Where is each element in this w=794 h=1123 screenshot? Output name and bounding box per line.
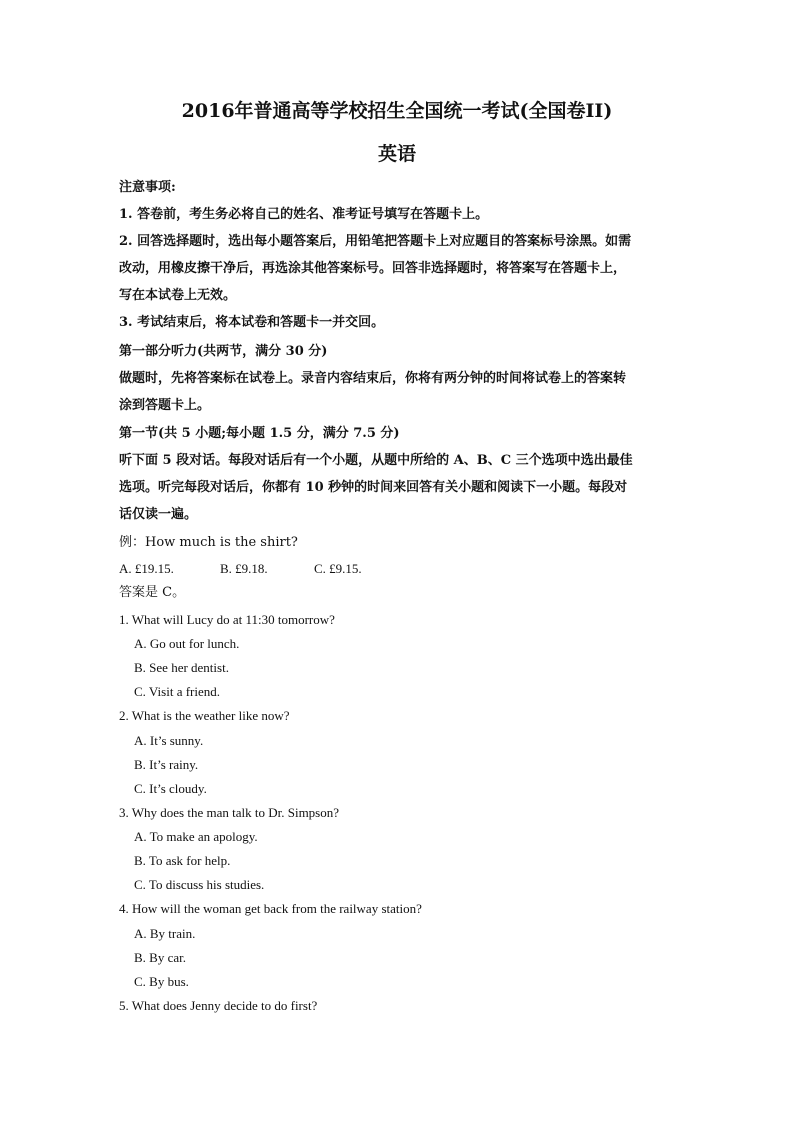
question-3-stem: 3. Why does the man talk to Dr. Simpson?: [119, 805, 340, 820]
question-2-option-a: A. It’s sunny.: [134, 733, 204, 748]
example-question: 例：How much is the shirt?: [119, 535, 298, 550]
notice-item-3: 3. 考试结束后，将本试卷和答题卡一并交回。: [119, 315, 385, 330]
part1-instruction-line-2: 涂到答题卡上。: [119, 398, 211, 413]
question-1-stem: 1. What will Lucy do at 11:30 tomorrow?: [119, 612, 335, 627]
subject-title: 英语: [377, 143, 416, 165]
question-3-option-a: A. To make an apology.: [134, 829, 258, 844]
question-2-option-b: B. It’s rainy.: [134, 757, 199, 772]
question-1-option-a: A. Go out for lunch.: [134, 636, 240, 651]
question-5-stem: 5. What does Jenny decide to do first?: [119, 998, 318, 1013]
notice-item-2-line-1: 2. 回答选择题时，选出每小题答案后，用铅笔把答题卡上对应题目的答案标号涂黑。如需: [119, 234, 632, 249]
question-2-stem: 2. What is the weather like now?: [119, 708, 290, 723]
question-4-option-b: B. By car.: [134, 950, 186, 965]
example-option-a: A. £19.15.: [119, 561, 174, 576]
notice-item-2-line-3: 写在本试卷上无效。: [119, 288, 237, 303]
part1-heading: 第一部分听力(共两节，满分 30 分): [119, 344, 328, 359]
exam-title: 2016年普通高等学校招生全国统一考试(全国卷II): [181, 100, 613, 122]
question-3-option-c: C. To discuss his studies.: [134, 877, 265, 892]
question-3-option-b: B. To ask for help.: [134, 853, 231, 868]
section1-instruction-line-1: 听下面 5 段对话。每段对话后有一个小题，从题中所给的 A、B、C 三个选项中选出最佳: [119, 453, 633, 468]
example-option-c: C. £9.15.: [314, 561, 362, 576]
notice-heading: 注意事项:: [119, 180, 176, 195]
question-2-option-c: C. It’s cloudy.: [134, 781, 207, 796]
section1-instruction-line-3: 话仅读一遍。: [119, 507, 198, 522]
section1-heading: 第一节(共 5 小题;每小题 1.5 分，满分 7.5 分): [119, 426, 400, 441]
question-4-option-a: A. By train.: [134, 926, 196, 941]
question-4-stem: 4. How will the woman get back from the railway station?: [119, 901, 422, 916]
question-1-option-c: C. Visit a friend.: [134, 684, 220, 699]
part1-instruction-line-1: 做题时，先将答案标在试卷上。录音内容结束后，你将有两分钟的时间将试卷上的答案转: [119, 371, 627, 386]
example-answer: 答案是 C。: [119, 585, 186, 600]
example-option-b: B. £9.18.: [220, 561, 268, 576]
notice-item-1: 1. 答卷前，考生务必将自己的姓名、准考证号填写在答题卡上。: [119, 207, 489, 222]
section1-instruction-line-2: 选项。听完每段对话后，你都有 10 秒钟的时间来回答有关小题和阅读下一小题。每段对: [119, 480, 628, 495]
question-4-option-c: C. By bus.: [134, 974, 189, 989]
question-1-option-b: B. See her dentist.: [134, 660, 229, 675]
notice-item-2-line-2: 改动，用橡皮擦干净后，再选涂其他答案标号。回答非选择题时，将答案写在答题卡上，: [119, 261, 627, 276]
